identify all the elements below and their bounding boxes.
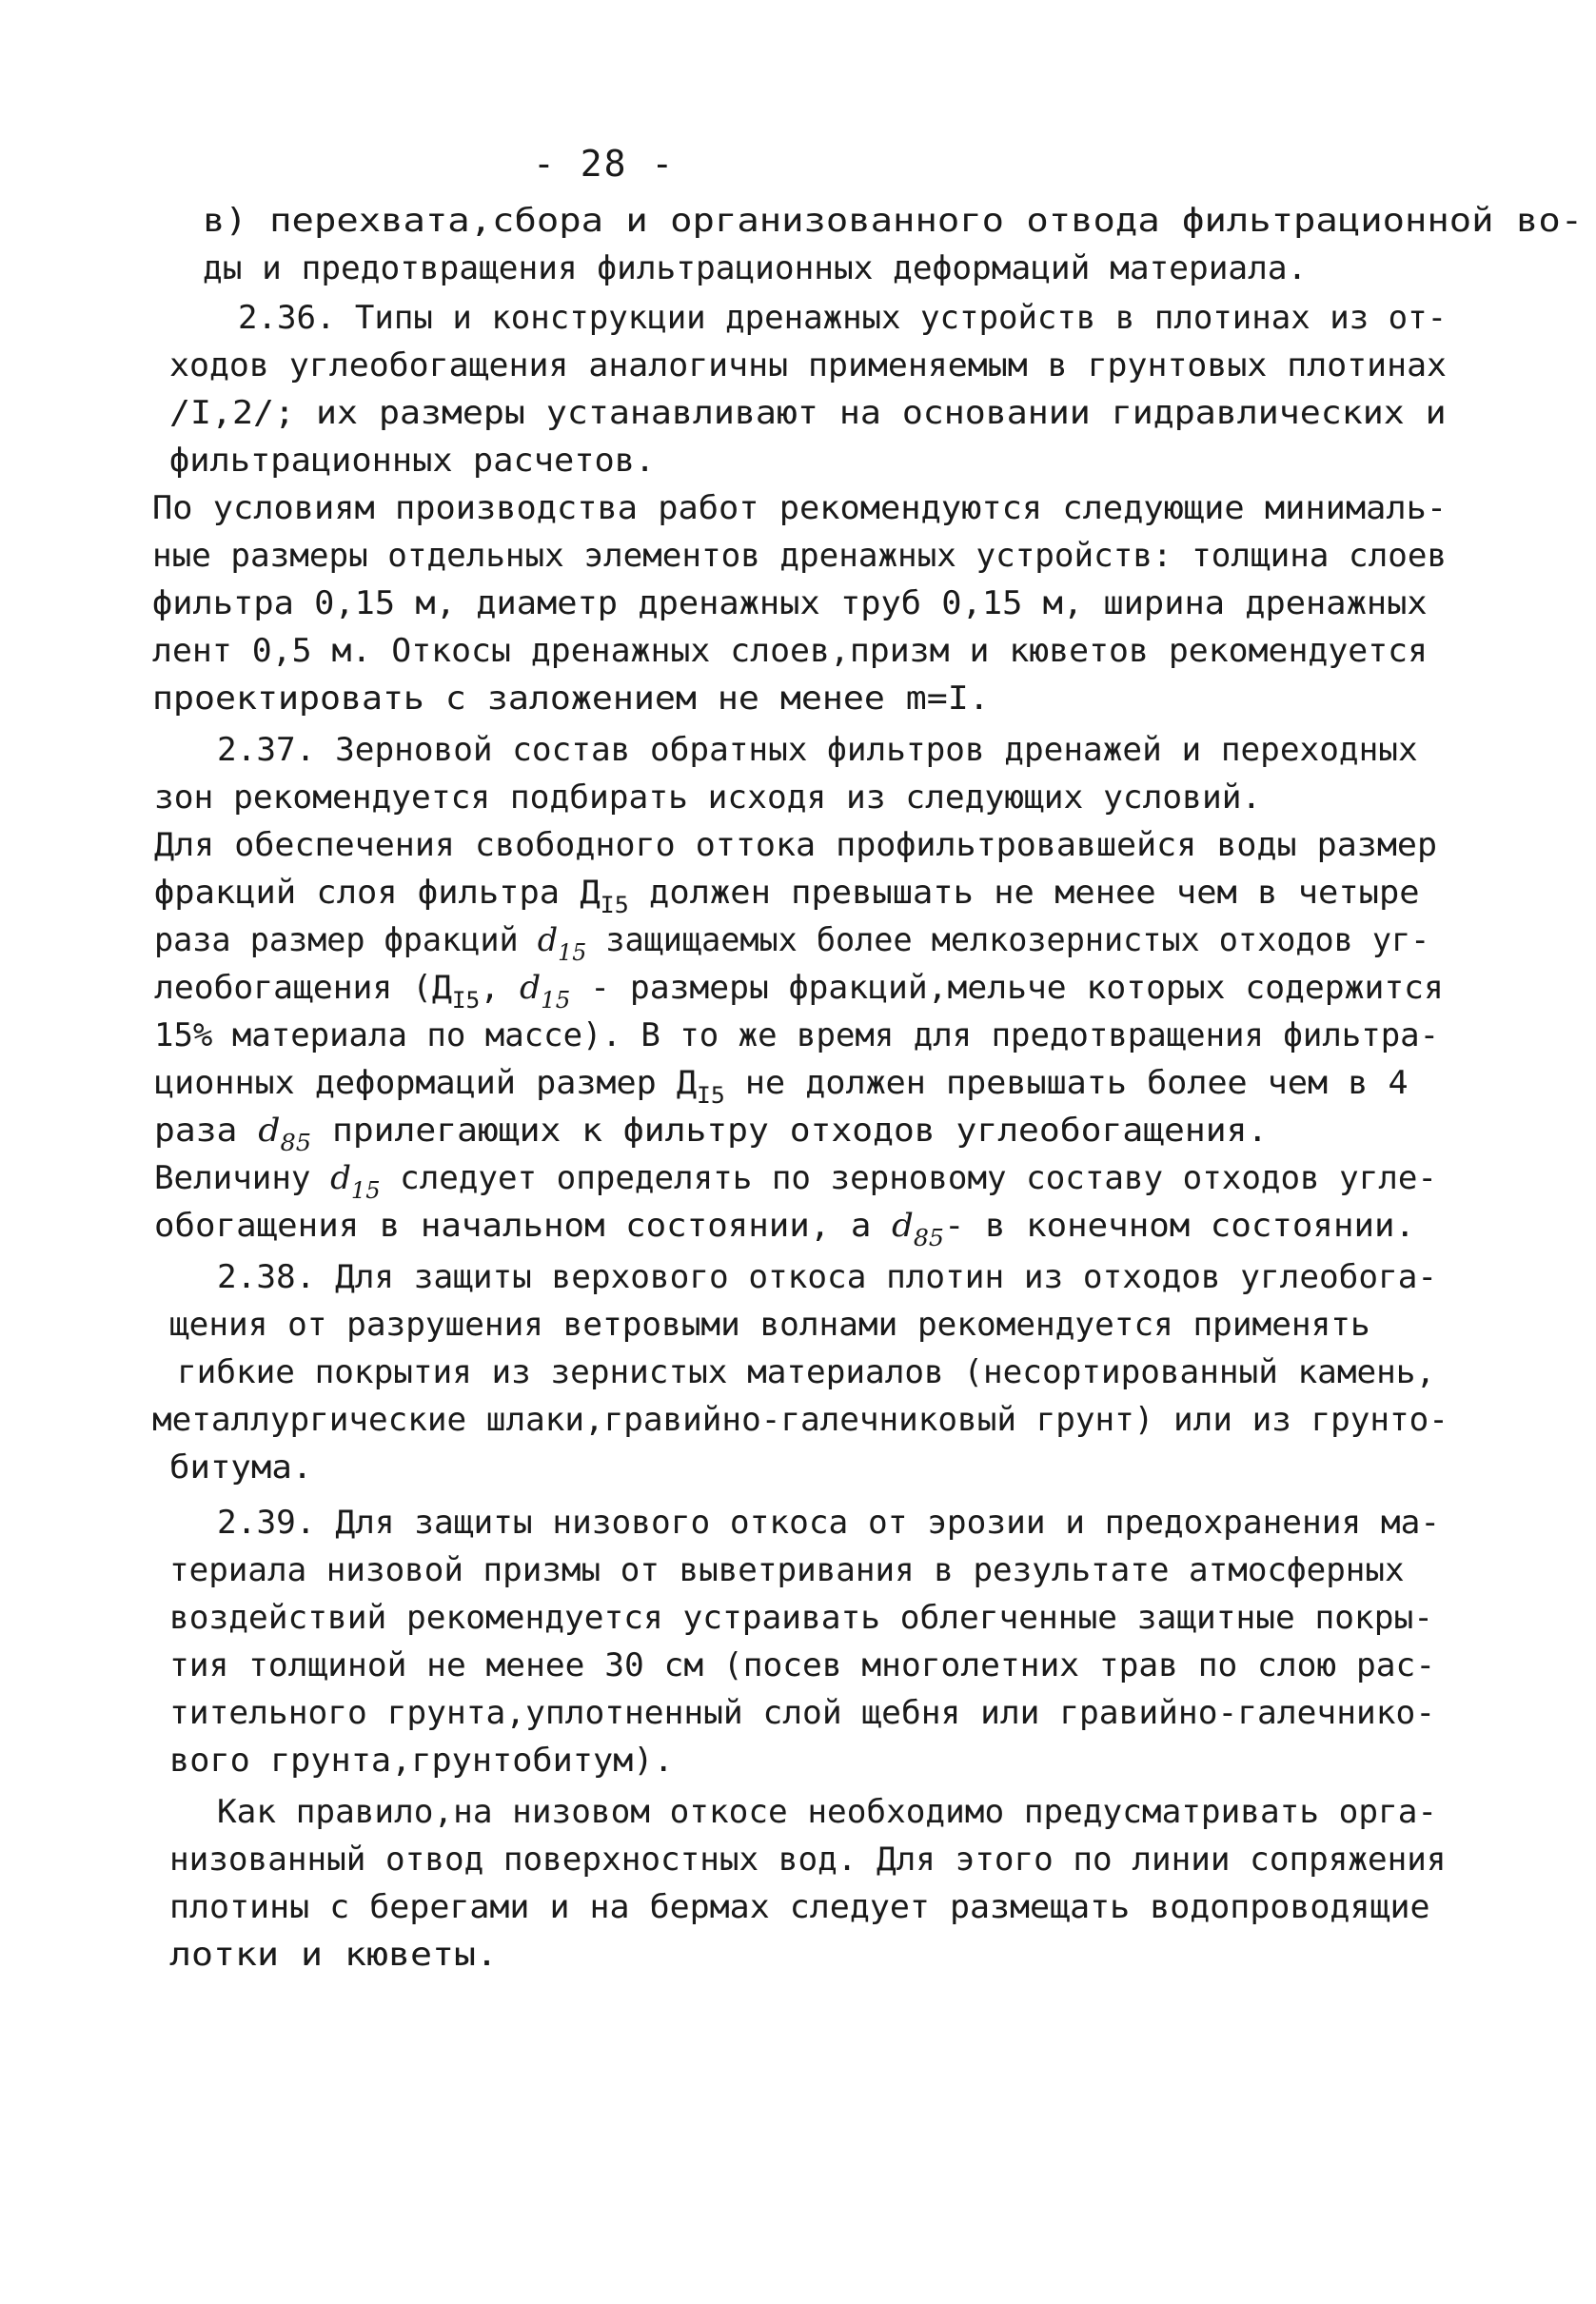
text-line: плотины с берегами и на бермах следует размещать водопроводящие: [169, 1888, 1430, 1926]
text-line: лотки и кюветы.: [169, 1936, 499, 1974]
text-line: ды и предотвращения фильтрационных деформаций материала.: [203, 249, 1308, 287]
text-line: фракций слоя фильтра $Д_{I5}$ должен превышать не менее чем в четыре: [154, 874, 1420, 918]
text-line: 2.37. Зерновой состав обратных фильтров дренажей и переходных: [217, 731, 1418, 769]
text-line: зон рекомендуется подбирать исходя из следующих условий.: [154, 778, 1262, 817]
text-line: проектировать с заложением не менее m=I.: [152, 679, 990, 718]
text-line: леобогащения ($Д_{I5}$, $d_{15}$ - размеры фракций,мельче которых содержится: [154, 969, 1444, 1014]
text-line: ходов углеобогащения аналогичны применяемым в грунтовых плотинах: [169, 346, 1448, 384]
text-line: 15% материала по массе). В то же время для предотвращения фильтра-: [154, 1016, 1440, 1054]
text-line: обогащения в начальном состоянии, а $d_{85}-$ в конечном состоянии.: [154, 1207, 1416, 1251]
text-line: фильтрационных расчетов.: [169, 442, 656, 480]
text-line: в) перехвата,сбора и организованного отвода фильтрационной во-: [203, 202, 1584, 240]
text-line: низованный отвод поверхностных вод. Для этого по линии сопряжения: [169, 1841, 1447, 1879]
page-number: - 28 -: [533, 143, 676, 185]
text-line: 2.39. Для защиты низового откоса от эрозии и предохранения ма-: [217, 1504, 1441, 1542]
text-line: вого грунта,грунтобитум).: [169, 1742, 674, 1780]
text-line: тия толщиной не менее 30 см (посев многолетних трав по слою рас-: [169, 1646, 1436, 1684]
text-line: раза $d_{85}$ прилегающих к фильтру отходов углеобогащения.: [154, 1112, 1269, 1156]
text-line: тительного грунта,уплотненный слой щебня или гравийно-галечнико-: [169, 1694, 1436, 1732]
text-line: фильтра 0,15 м, диаметр дренажных труб 0,15 м, ширина дренажных: [152, 584, 1428, 622]
text-line: лент 0,5 м. Откосы дренажных слоев,призм и кюветов рекомендуется: [152, 632, 1429, 670]
text-line: Величину $d_{15}$ следует определять по зерновому составу отходов угле-: [154, 1159, 1437, 1204]
text-line: воздействий рекомендуется устраивать облегченные защитные покры-: [169, 1599, 1434, 1637]
text-line: металлургические шлаки,гравийно-галечниковый грунт) или из грунто-: [152, 1401, 1448, 1439]
text-line: ные размеры отдельных элементов дренажных устройств: толщина слоев: [152, 537, 1448, 575]
text-line: раза размер фракций $d_{15}$ защищаемых более мелкозернистых отходов уг-: [154, 921, 1430, 966]
text-line: Как правило,на низовом откосе необходимо предусматривать орга-: [217, 1793, 1438, 1831]
text-line: 2.38. Для защиты верхового откоса плотин из отходов углеобога-: [217, 1258, 1438, 1296]
text-line: битума.: [169, 1448, 313, 1487]
text-line: ционных деформаций размер $Д_{I5}$ не должен превышать более чем в 4: [154, 1064, 1409, 1109]
text-line: Для обеспечения свободного оттока профильтровавшейся воды размер: [154, 826, 1438, 864]
text-line: щения от разрушения ветровыми волнами рекомендуется применять: [169, 1306, 1370, 1344]
text-line: /I,2/; их размеры устанавливают на основании гидравлических и: [169, 394, 1447, 432]
text-line: гибкие покрытия из зернистых материалов (несортированный камень,: [177, 1353, 1436, 1391]
text-line: 2.36. Типы и конструкции дренажных устройств в плотинах из от-: [238, 299, 1448, 337]
text-line: териала низовой призмы от выветривания в результате атмосферных: [169, 1551, 1405, 1589]
text-line: По условиям производства работ рекомендуются следующие минималь-: [152, 489, 1448, 527]
